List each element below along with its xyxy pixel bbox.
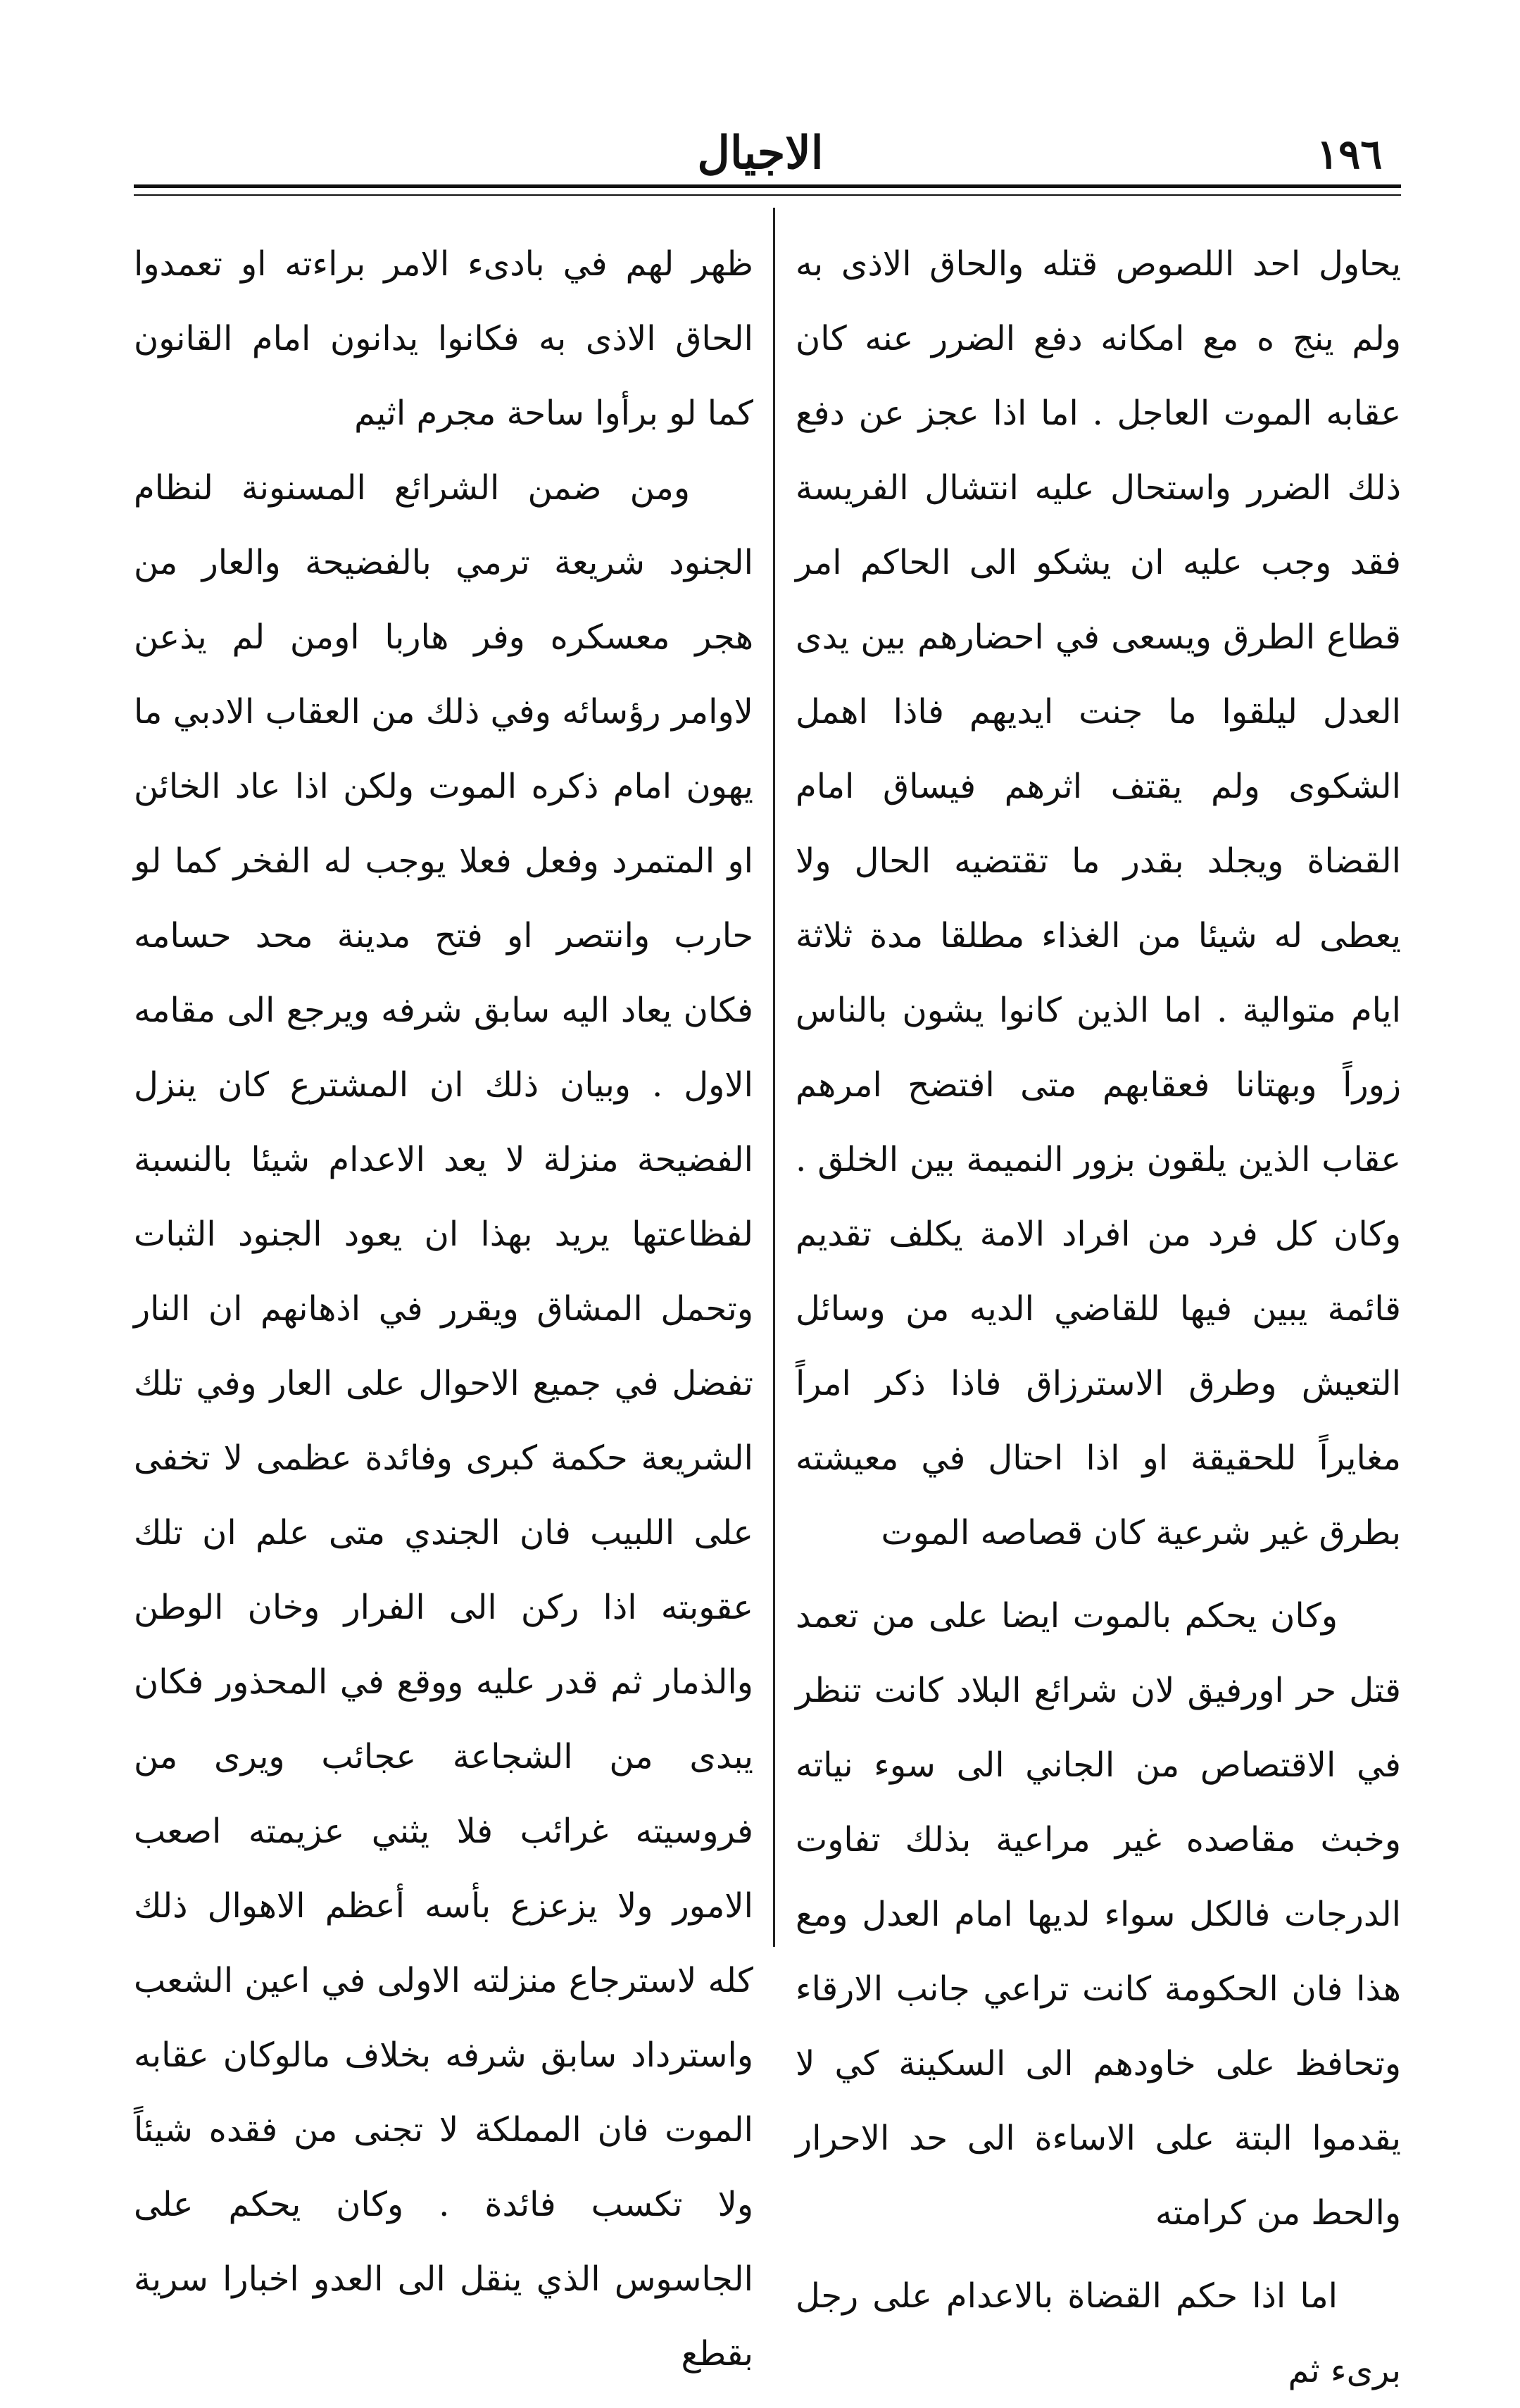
page-number: ١٩٦ [1317, 130, 1383, 178]
right-paragraph-3: اما اذا حكم القضاة بالاعدام على رجل برىء ثم [796, 2276, 1401, 2390]
header-rule-thin [134, 194, 1401, 196]
running-title: الاجيال [697, 127, 824, 180]
right-paragraph-1: يحاول احد اللصوص قتله والحاق الاذى به ولم ينج ه مع امكانه دفع الضرر عنه كان عقابه الموت العاجل . اما اذا عجز عن دفع ذلك الضرر واستحال عليه انتشال الفريسة فقد وجب عليه ان يشكو الى الحاكم امر قطاع الطرق ويسعى في احضارهم بين يدى العدل ليلقوا ما جنت ايديهم فاذا اهمل الشكوى ولم يقتف اثرهم فيساق امام القضاة ويجلد بقدر ما تقتضيه الحال ولا يعطى له شيئا من الغذاء مطلقا مدة ثلاثة ايام متوالية . اما الذين كانوا يشون بالناس زوراً وبهتانا فعقابهم متى افتضح امرهم عقاب الذين يلقون بزور النميمة بين الخلق . وكان كل فرد من افراد الامة يكلف تقديم قائمة يبين فيها للقاضي الديه من وسائل التعيش وطرق الاسترزاق فاذا ذكر امراً مغايراً للحقيقة او اذا احتال في معيشته بطرق غير شرعية كان قصاصه الموت [796, 244, 1402, 1553]
left-paragraph-1: ظهر لهم في بادىء الامر براءته او تعمدوا الحاق الاذى به فكانوا يدانون امام القانون كما لو برأوا ساحة مجرم اثيم [134, 244, 753, 433]
column-divider [773, 208, 775, 1947]
left-paragraph-2: ومن ضمن الشرائع المسنونة لنظام الجنود شريعة ترمي بالفضيحة والعار من هجر معسكره وفر هاربا اومن لم يذعن لاوامر رؤسائه وفي ذلك من العقاب الادبي ما يهون امام ذكره الموت ولكن اذا عاد الخائن او المتمرد وفعل فعلا يوجب له الفخر كما لو حارب وانتصر او فتح مدينة محد حسامه فكان يعاد اليه سابق شرفه ويرجع الى مقامه الاول . وبيان ذلك ان المشترع كان ينزل الفضيحة منزلة لا يعد الاعدام شيئا بالنسبة لفظاعتها يريد بهذا ان يعود الجنود الثبات وتحمل المشاق ويقرر في اذهانهم ان النار تفضل في جميع الاحوال على العار وفي تلك الشريعة حكمة كبرى وفائدة عظمى لا تخفى على اللبيب فان الجندي متى علم ان تلك عقوبته اذا ركن الى الفرار وخان الوطن والذمار ثم قدر عليه ووقع في المحذور فكان يبدى من الشجاعة عجائب ويرى من فروسيته غرائب فلا يثني عزيمته اصعب الامور ولا يزعزع بأسه أعظم الاهوال ذلك كله لاسترجاع منزلته الاولى في اعين الشعب واسترداد سابق شرفه بخلاف مالوكان عقابه الموت فان المملكة لا تجنى من فقده شيئاً ولا تكسب فائدة . وكان يحكم على الجاسوس الذي ينقل الى العدو اخبارا سرية بقطع [134, 468, 754, 2373]
right-column [796, 227, 1401, 2408]
right-paragraph-2: وكان يحكم بالموت ايضا على من تعمد قتل حر اورفيق لان شرائع البلاد كانت تنظر في الاقتصاص من الجاني الى سوء نياته وخبث مقاصده غير مراعية بذلك تفاوت الدرجات فالكل سواء لديها امام العدل ومع هذا فان الحكومة كانت تراعي جانب الارقاء وتحافظ على خاودهم الى السكينة كي لا يقدموا البتة على الاساءة الى حد الاحرار والحط من كرامته [796, 1596, 1401, 2233]
left-column [134, 227, 753, 2391]
header-rule-thick [134, 184, 1401, 188]
